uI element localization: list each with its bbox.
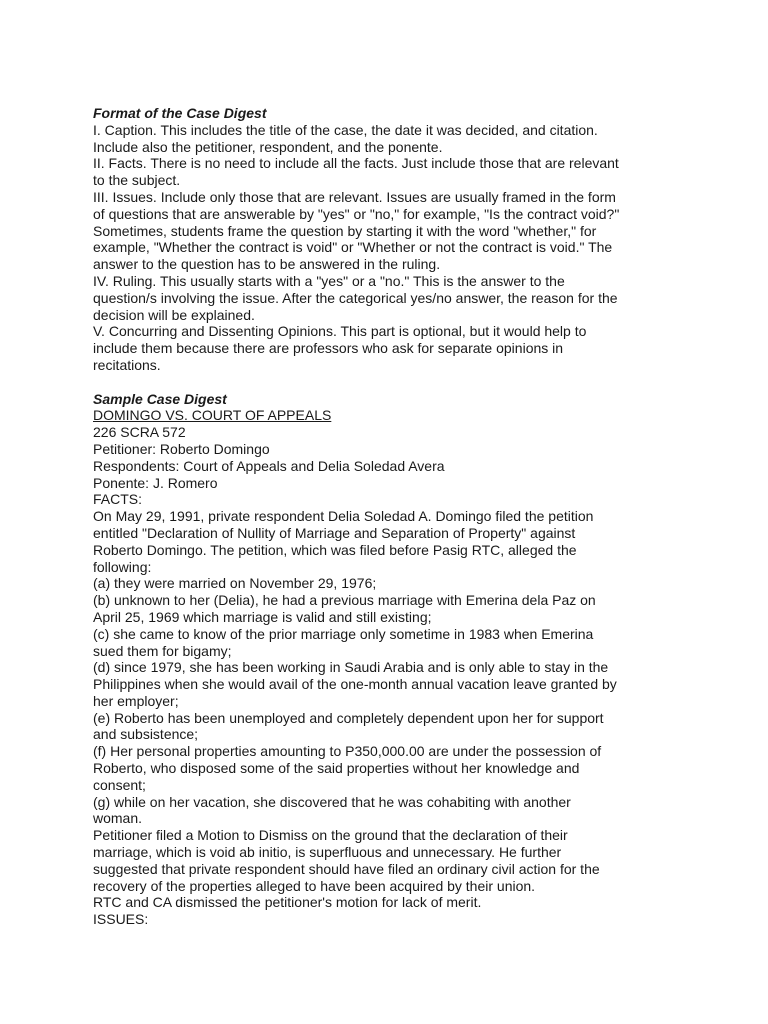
case-respondents: Respondents: Court of Appeals and Delia Soledad Avera xyxy=(93,457,445,474)
text-line: and subsistence; xyxy=(93,726,199,743)
text-line: (g) while on her vacation, she discovered that he was cohabiting with another xyxy=(93,793,571,810)
text-line: example, "Whether the contract is void" or "Whether or not the contract is void." The xyxy=(93,239,613,256)
text-line: I. Caption. This includes the title of the case, the date it was decided, and citation. xyxy=(93,121,598,138)
text-line: (c) she came to know of the prior marriage only sometime in 1983 when Emerina xyxy=(93,625,594,642)
text-line: (d) since 1979, she has been working in Saudi Arabia and is only able to stay in the xyxy=(93,659,609,676)
dismissal-paragraph xyxy=(93,894,693,911)
text-line: sued them for bigamy; xyxy=(93,642,232,659)
caption-paragraph xyxy=(93,122,693,156)
text-line: Sometimes, students frame the question by starting it with the word "whether," for xyxy=(93,222,597,239)
text-line: V. Concurring and Dissenting Opinions. This part is optional, but it would help to xyxy=(93,323,587,340)
facts-label xyxy=(93,491,693,508)
text-line: Roberto, who disposed some of the said properties without her knowledge and xyxy=(93,760,580,777)
case-ponente: Ponente: J. Romero xyxy=(93,474,218,491)
text-line: recitations. xyxy=(93,356,161,373)
text-line: RTC and CA dismissed the petitioner's motion for lack of merit. xyxy=(93,894,482,911)
facts-label-text: FACTS: xyxy=(93,491,143,508)
fact-item-a xyxy=(93,575,693,592)
text-line: On May 29, 1991, private respondent Delia Soledad A. Domingo filed the petition xyxy=(93,508,594,525)
sample-heading-text: Sample Case Digest xyxy=(93,390,227,407)
ruling-format-paragraph xyxy=(93,273,693,323)
facts-intro-paragraph xyxy=(93,508,693,575)
text-line: (b) unknown to her (Delia), he had a previous marriage with Emerina dela Paz on xyxy=(93,592,596,609)
text-line: IV. Ruling. This usually starts with a "yes" or a "no." This is the answer to the xyxy=(93,272,565,289)
text-line: April 25, 1969 which marriage is valid and still existing; xyxy=(93,608,432,625)
text-line: woman. xyxy=(93,810,143,827)
text-line: (a) they were married on November 29, 1976; xyxy=(93,575,377,592)
format-heading xyxy=(93,105,693,122)
text-line: following: xyxy=(93,558,152,575)
document-page xyxy=(93,105,693,928)
text-line: entitled "Declaration of Nullity of Marriage and Separation of Property" against xyxy=(93,524,576,541)
text-line: III. Issues. Include only those that are relevant. Issues are usually framed in the form xyxy=(93,188,616,205)
issues-format-paragraph xyxy=(93,189,693,273)
fact-item-g xyxy=(93,794,693,828)
text-line: her employer; xyxy=(93,692,179,709)
text-line: question/s involving the issue. After the categorical yes/no answer, the reason for the xyxy=(93,289,618,306)
facts-format-paragraph xyxy=(93,155,693,189)
text-line: of questions that are answerable by "yes" or "no," for example, "Is the contract void?" xyxy=(93,205,620,222)
text-line: include them because there are professors who ask for separate opinions in xyxy=(93,340,564,357)
text-line: (e) Roberto has been unemployed and completely dependent upon her for support xyxy=(93,709,604,726)
text-line: Roberto Domingo. The petition, which was filed before Pasig RTC, alleged the xyxy=(93,541,577,558)
fact-item-f xyxy=(93,743,693,793)
fact-item-c xyxy=(93,626,693,660)
opinions-format-paragraph xyxy=(93,323,693,373)
case-petitioner: Petitioner: Roberto Domingo xyxy=(93,440,270,457)
section-spacer xyxy=(93,374,693,391)
text-line: decision will be explained. xyxy=(93,306,255,323)
sample-heading xyxy=(93,391,693,408)
issues-label xyxy=(93,911,693,928)
text-line: consent; xyxy=(93,776,146,793)
text-line: answer to the question has to be answered in the ruling. xyxy=(93,256,441,273)
fact-item-b xyxy=(93,592,693,626)
fact-item-d xyxy=(93,659,693,709)
case-title: DOMINGO VS. COURT OF APPEALS xyxy=(93,407,332,424)
text-line: Include also the petitioner, respondent, and the ponente. xyxy=(93,138,443,155)
text-line: to the subject. xyxy=(93,172,181,189)
text-line: II. Facts. There is no need to include all the facts. Just include those that are relevant xyxy=(93,155,619,172)
text-line: suggested that private respondent should have filed an ordinary civil action for the xyxy=(93,860,600,877)
text-line: Petitioner filed a Motion to Dismiss on the ground that the declaration of their xyxy=(93,827,568,844)
motion-paragraph xyxy=(93,827,693,894)
issues-label-text: ISSUES: xyxy=(93,911,149,928)
text-line: Philippines when she would avail of the one-month annual vacation leave granted by xyxy=(93,676,617,693)
text-line: (f) Her personal properties amounting to P350,000.00 are under the possession of xyxy=(93,743,602,760)
fact-item-e xyxy=(93,710,693,744)
format-heading-text: Format of the Case Digest xyxy=(93,105,267,121)
case-caption xyxy=(93,407,693,491)
text-line: recovery of the properties alleged to have been acquired by their union. xyxy=(93,877,536,894)
text-line: marriage, which is void ab initio, is superfluous and unnecessary. He further xyxy=(93,844,562,861)
case-citation: 226 SCRA 572 xyxy=(93,424,186,441)
